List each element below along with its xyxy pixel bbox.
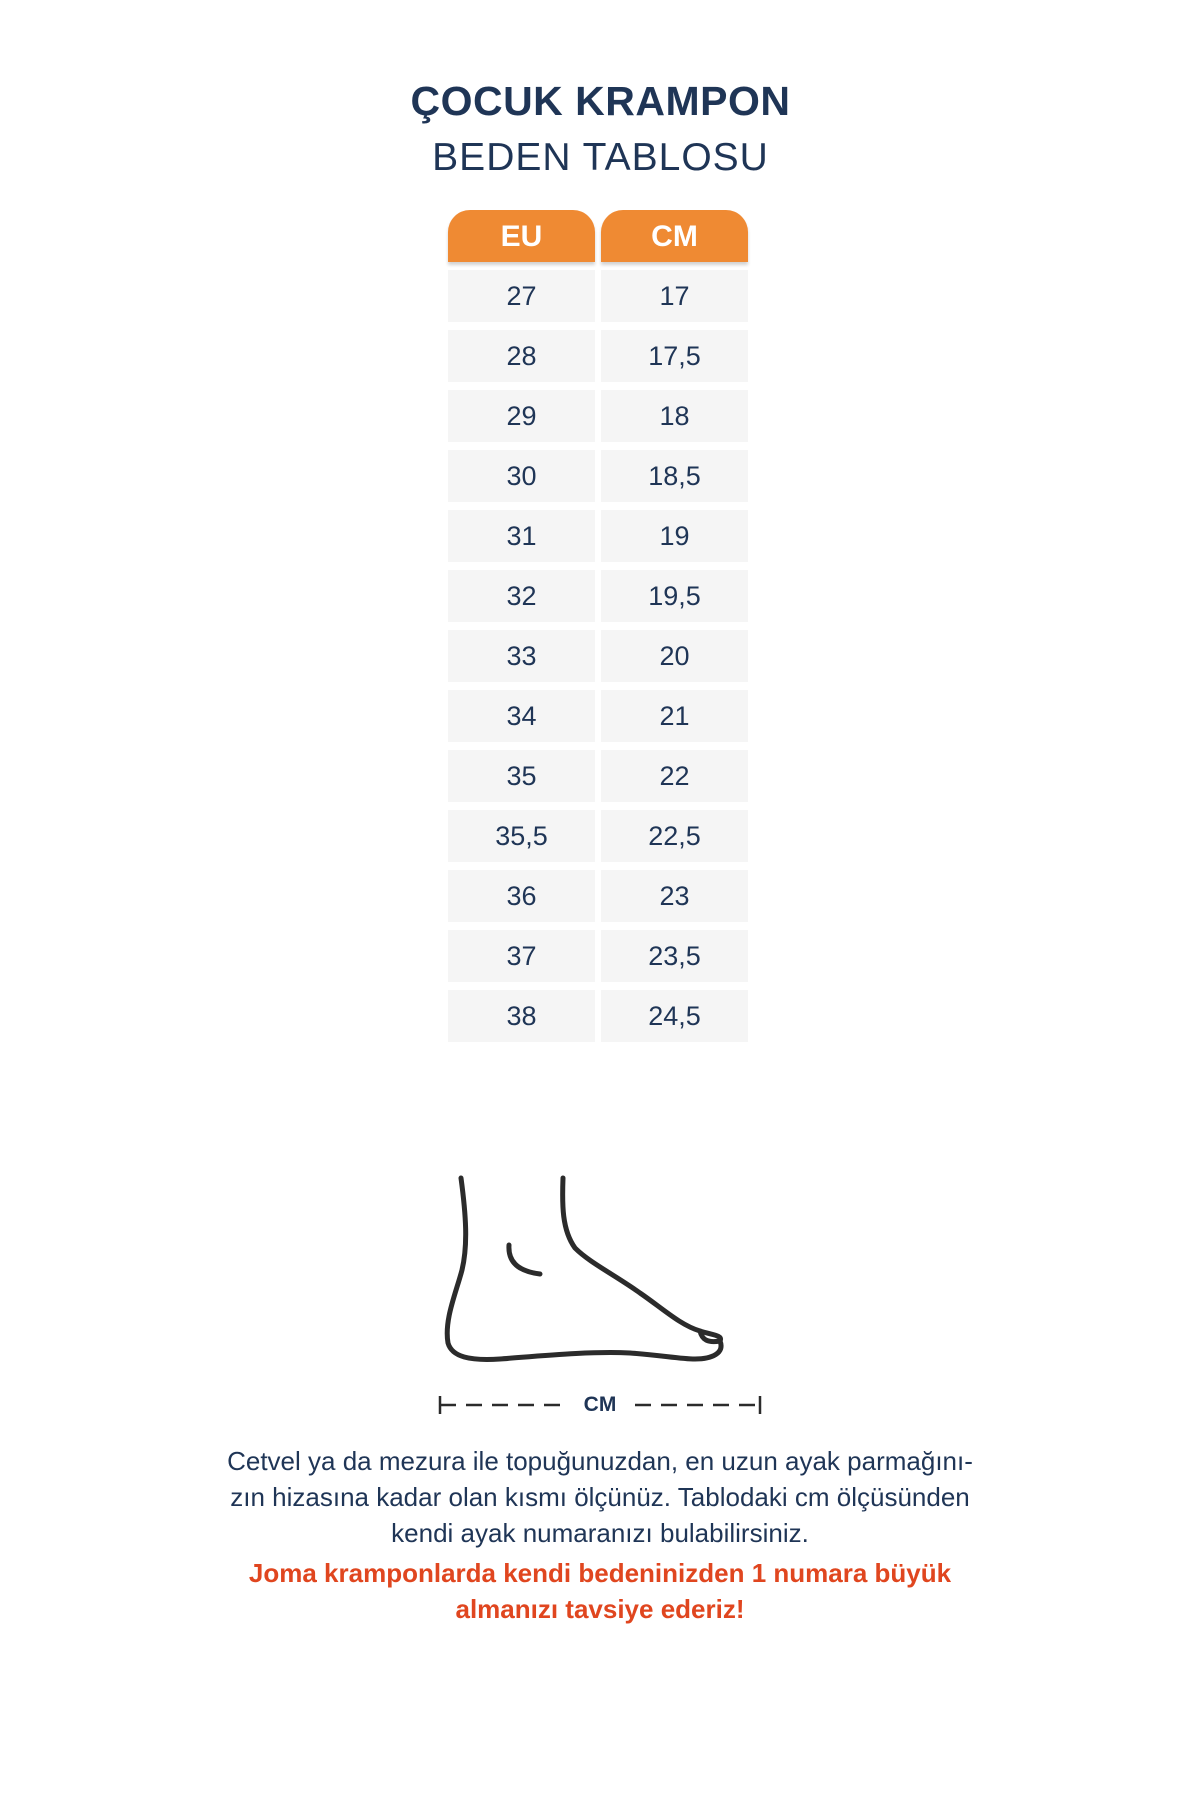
size-table [448, 210, 748, 1042]
cell-eu: 32 [448, 570, 595, 622]
cell-cm: 23,5 [601, 930, 748, 982]
table-row [448, 510, 748, 562]
table-row [448, 690, 748, 742]
cell-eu: 34 [448, 690, 595, 742]
table-row [448, 930, 748, 982]
size-advice-note [200, 1555, 1000, 1627]
measurement-instructions [200, 1443, 1000, 1551]
cell-cm: 22 [601, 750, 748, 802]
advice-line: Joma kramponlarda kendi bedeninizden 1 numara büyük [248, 1558, 952, 1588]
advice-line: almanızı tavsiye ederiz! [455, 1594, 745, 1624]
instruction-line: Cetvel ya da mezura ile topuğunuzdan, en uzun ayak parmağını- [227, 1446, 973, 1476]
cell-cm: 18,5 [601, 450, 748, 502]
cell-cm: 24,5 [601, 990, 748, 1042]
cell-eu: 29 [448, 390, 595, 442]
instruction-line: zın hizasına kadar olan kısmı ölçünüz. Tablodaki cm ölçüsünden [230, 1482, 970, 1512]
size-table-header [448, 210, 748, 262]
table-row [448, 990, 748, 1042]
cell-eu: 38 [448, 990, 595, 1042]
cell-cm: 21 [601, 690, 748, 742]
cell-cm: 22,5 [601, 810, 748, 862]
table-row [448, 630, 748, 682]
column-header-eu: EU [448, 210, 595, 262]
column-header-cm: CM [601, 210, 748, 262]
table-row [448, 450, 748, 502]
page-title: ÇOCUK KRAMPON [410, 78, 791, 124]
cell-cm: 23 [601, 870, 748, 922]
cell-cm: 17 [601, 270, 748, 322]
foot-illustration-icon [430, 1175, 770, 1375]
cell-cm: 19 [601, 510, 748, 562]
page-subtitle: BEDEN TABLOSU [432, 136, 769, 179]
cell-eu: 35 [448, 750, 595, 802]
table-row [448, 570, 748, 622]
cell-eu: 28 [448, 330, 595, 382]
cell-eu: 37 [448, 930, 595, 982]
table-row [448, 330, 748, 382]
cell-eu: 35,5 [448, 810, 595, 862]
cell-cm: 18 [601, 390, 748, 442]
table-row [448, 870, 748, 922]
table-row [448, 810, 748, 862]
table-row [448, 390, 748, 442]
cell-cm: 19,5 [601, 570, 748, 622]
instruction-line: kendi ayak numaranızı bulabilirsiniz. [391, 1518, 809, 1548]
cell-eu: 36 [448, 870, 595, 922]
cell-eu: 30 [448, 450, 595, 502]
cell-eu: 27 [448, 270, 595, 322]
cell-cm: 17,5 [601, 330, 748, 382]
table-row [448, 750, 748, 802]
cell-eu: 33 [448, 630, 595, 682]
cell-cm: 20 [601, 630, 748, 682]
cell-eu: 31 [448, 510, 595, 562]
ruler-unit-label: CM [570, 1393, 630, 1417]
table-row [448, 270, 748, 322]
